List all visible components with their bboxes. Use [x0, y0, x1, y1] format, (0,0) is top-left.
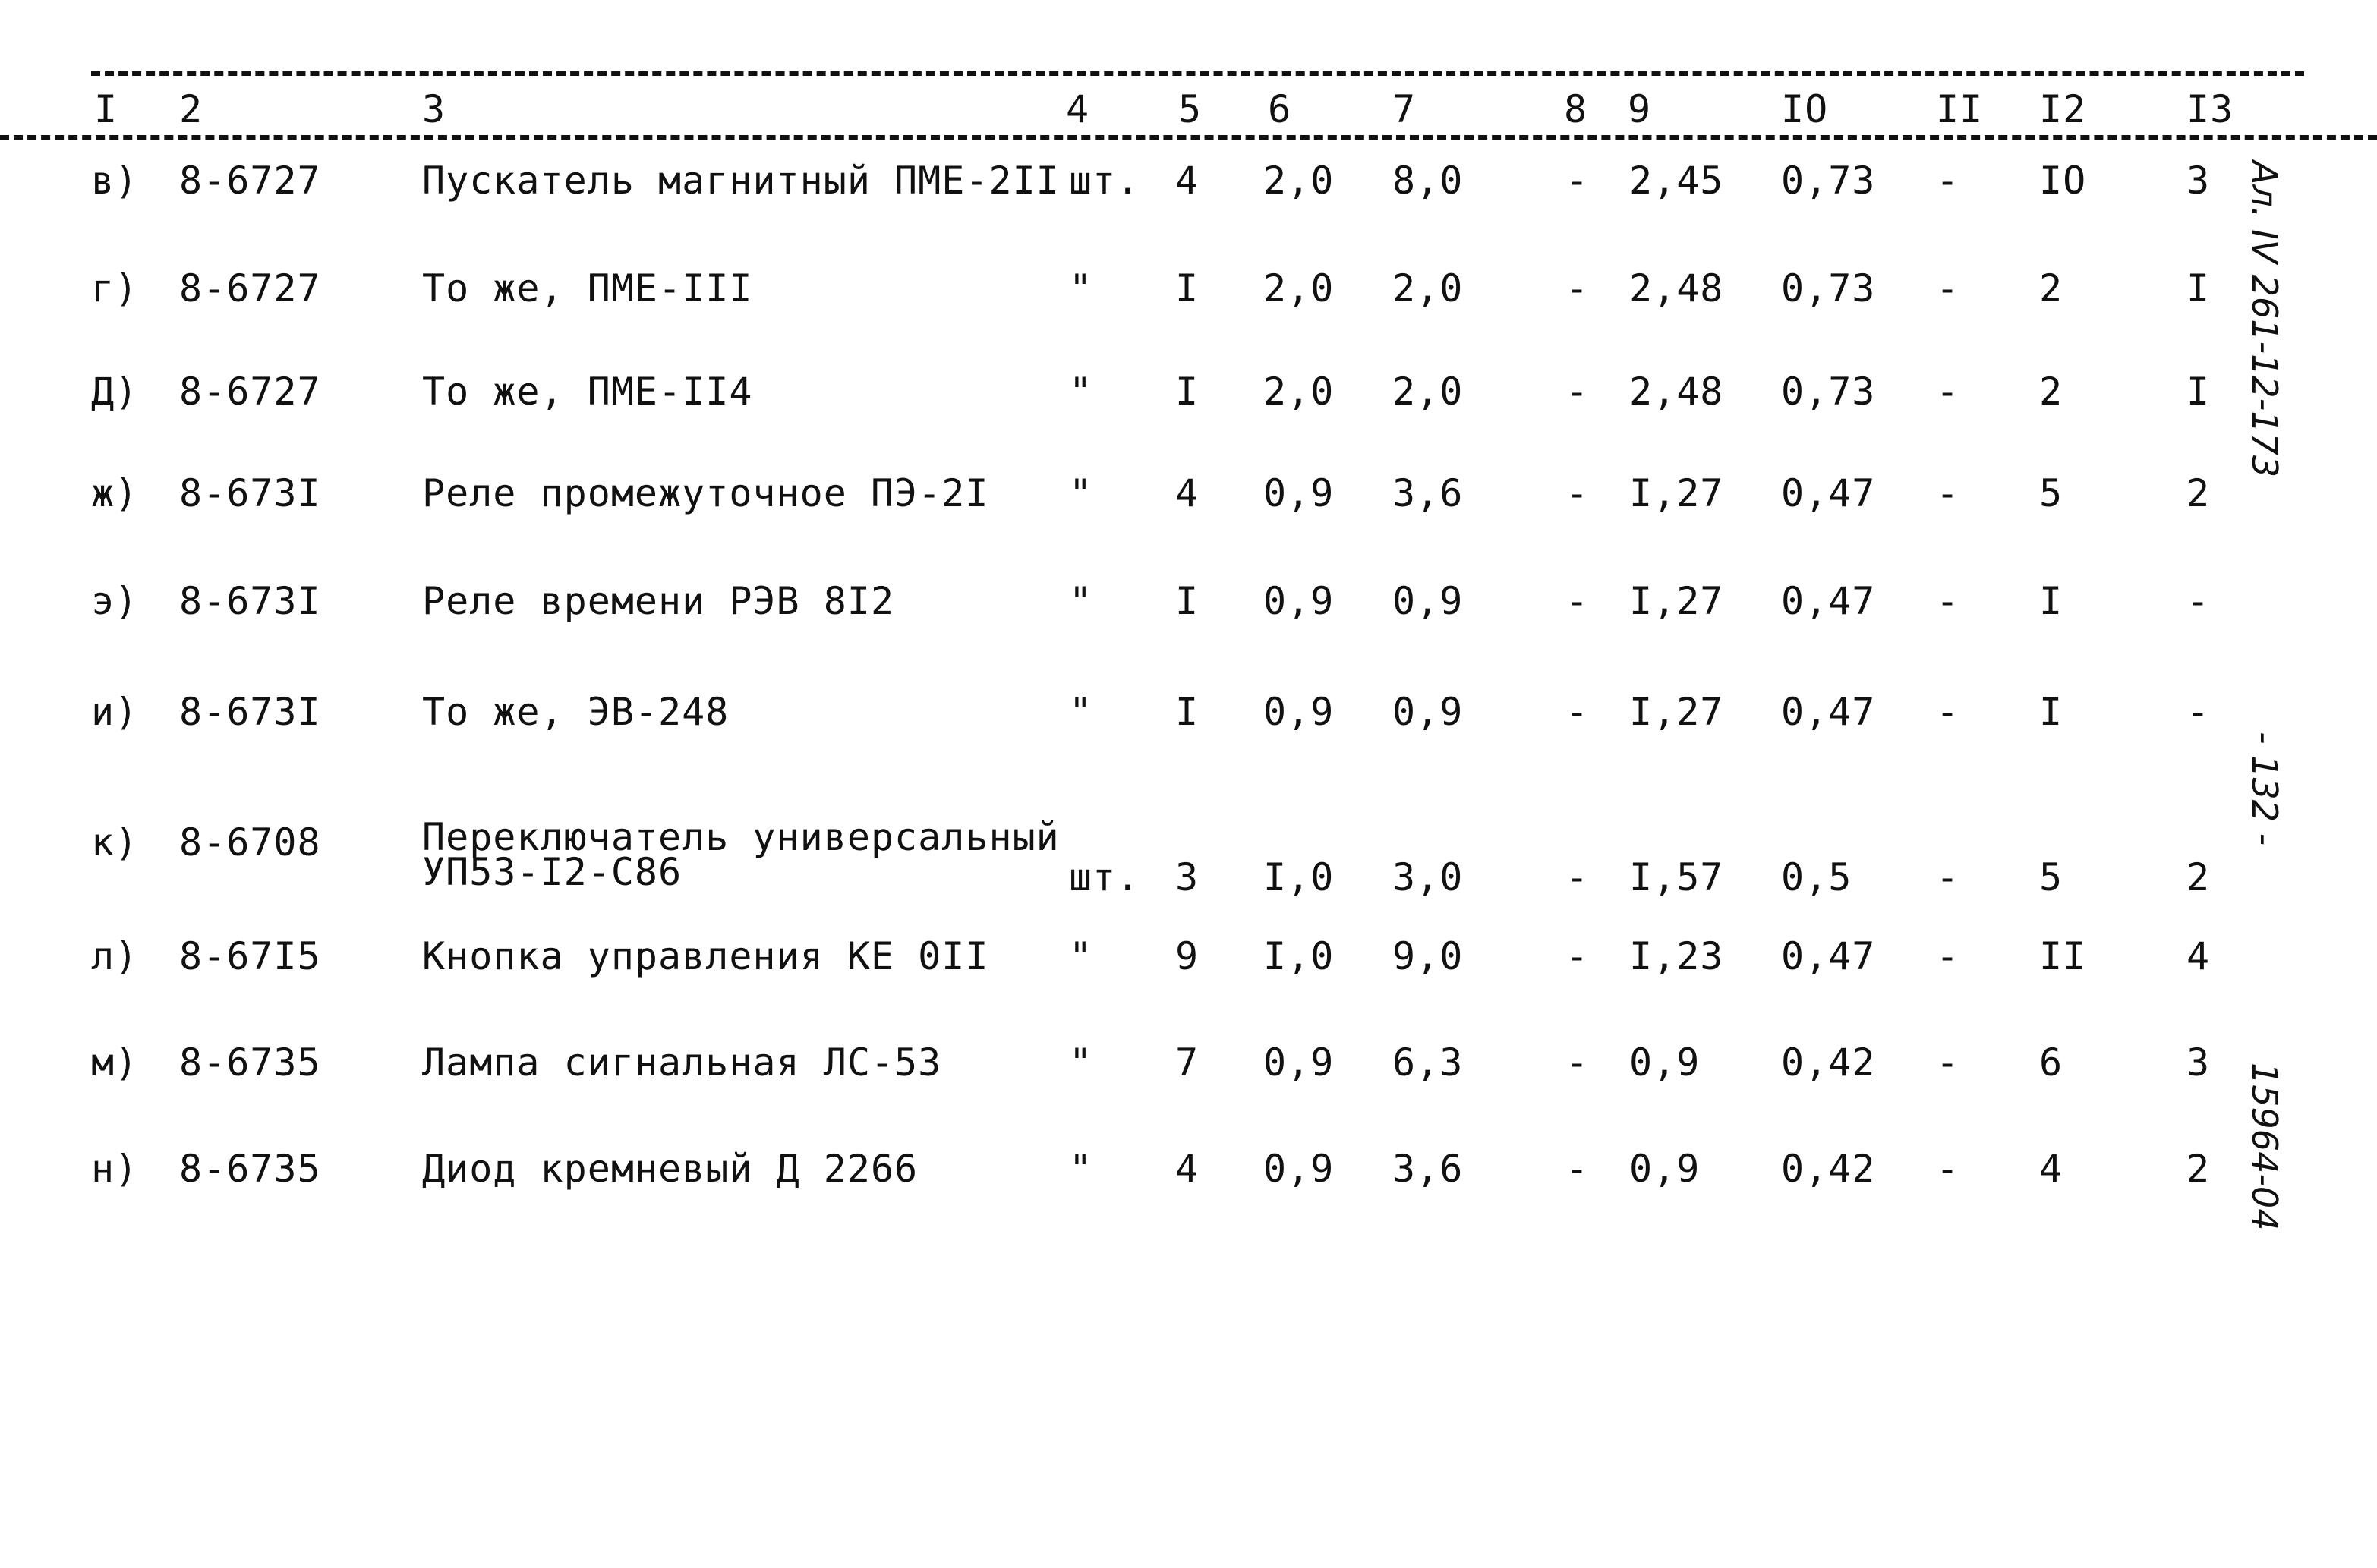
row-letter: э) [91, 579, 139, 623]
row-value-c12: I [2039, 579, 2063, 623]
row-value-c10: 0,73 [1781, 159, 1876, 203]
row-value-c7: 2,0 [1392, 266, 1464, 310]
row-name-line: Кнопка управления КЕ 0II [422, 934, 989, 978]
row-value-c7: 2,0 [1392, 370, 1464, 414]
row-value-c5: 4 [1175, 1147, 1200, 1191]
row-value-c12: 2 [2039, 370, 2063, 414]
row-value-c12: 2 [2039, 266, 2063, 310]
row-value-c9: 0,9 [1629, 1147, 1701, 1191]
row-unit: " [1069, 690, 1093, 734]
side-note-bottom: 15964-04 [2244, 1063, 2285, 1231]
row-value-c10: 0,47 [1781, 471, 1876, 515]
table-row [0, 1040, 2377, 1085]
header-col-7: 7 [1392, 87, 1417, 131]
row-value-c5: 7 [1175, 1041, 1200, 1085]
row-value-c13: - [2186, 579, 2211, 623]
row-unit: " [1069, 1147, 1093, 1191]
row-unit: шт. [1069, 855, 1140, 899]
header-col-1: I [94, 87, 118, 131]
row-value-c8: - [1565, 266, 1590, 310]
row-value-c6: 0,9 [1263, 471, 1335, 515]
row-unit: " [1069, 471, 1093, 515]
row-value-c9: I,27 [1629, 579, 1724, 623]
row-value-c5: 4 [1175, 471, 1200, 515]
row-value-c8: - [1565, 1147, 1590, 1191]
row-value-c12: 5 [2039, 471, 2063, 515]
row-value-c5: 4 [1175, 159, 1200, 203]
row-value-c9: I,27 [1629, 690, 1724, 734]
row-value-c6: 0,9 [1263, 690, 1335, 734]
header-col-10: IO [1781, 87, 1829, 131]
row-letter: к) [91, 820, 139, 864]
row-value-c12: 4 [2039, 1147, 2063, 1191]
table-row [0, 934, 2377, 979]
row-value-c11: - [1936, 690, 1960, 734]
row-value-c10: 0,42 [1781, 1147, 1876, 1191]
row-name-line: То же, ПМЕ-III [422, 266, 753, 310]
table-row [0, 1146, 2377, 1192]
row-name [422, 266, 752, 311]
table-row [0, 266, 2377, 311]
row-value-c11: - [1936, 1041, 1960, 1085]
row-value-c9: 0,9 [1629, 1041, 1701, 1085]
row-name-line: Лампа сигнальная ЛС-53 [422, 1041, 942, 1085]
row-value-c10: 0,47 [1781, 690, 1876, 734]
side-note-page-number: - 132 - [2244, 732, 2285, 846]
row-value-c6: 2,0 [1263, 370, 1335, 414]
row-value-c6: 2,0 [1263, 159, 1335, 203]
row-name-line: Пускатель магнитный ПМЕ-2II [422, 159, 1060, 203]
row-value-c5: I [1175, 266, 1200, 310]
row-value-c10: 0,42 [1781, 1041, 1876, 1085]
row-value-c6: 0,9 [1263, 1147, 1335, 1191]
row-value-c10: 0,73 [1781, 266, 1876, 310]
header-col-2: 2 [179, 87, 203, 131]
row-name-line: То же, ПМЕ-II4 [422, 370, 753, 414]
row-value-c7: 3,6 [1392, 471, 1464, 515]
row-value-c7: 3,6 [1392, 1147, 1464, 1191]
row-name [422, 934, 988, 979]
row-value-c12: 5 [2039, 855, 2063, 899]
header-col-3: 3 [422, 87, 446, 131]
row-letter: Д) [91, 370, 139, 414]
row-letter: м) [91, 1041, 139, 1085]
row-value-c13: 4 [2186, 934, 2211, 978]
row-value-c8: - [1565, 1041, 1590, 1085]
row-unit: " [1069, 370, 1093, 414]
row-unit: шт. [1069, 159, 1140, 203]
row-value-c12: 6 [2039, 1041, 2063, 1085]
row-value-c12: IO [2039, 159, 2087, 203]
row-value-c13: 2 [2186, 471, 2211, 515]
row-value-c6: I,0 [1263, 934, 1335, 978]
row-value-c11: - [1936, 934, 1960, 978]
row-value-c10: 0,47 [1781, 579, 1876, 623]
row-value-c9: 2,48 [1629, 266, 1724, 310]
row-code: 8-6735 [179, 1041, 321, 1085]
row-value-c7: 6,3 [1392, 1041, 1464, 1085]
row-name-line: Диод кремневый Д 2266 [422, 1147, 919, 1191]
row-value-c9: 2,45 [1629, 159, 1724, 203]
table-row [0, 369, 2377, 414]
row-letter: л) [91, 934, 139, 978]
row-name [422, 1040, 941, 1085]
row-value-c7: 9,0 [1392, 934, 1464, 978]
row-value-c8: - [1565, 690, 1590, 734]
row-letter: и) [91, 690, 139, 734]
row-value-c7: 0,9 [1392, 579, 1464, 623]
row-name [422, 369, 752, 414]
row-value-c11: - [1936, 266, 1960, 310]
row-value-c8: - [1565, 471, 1590, 515]
row-value-c8: - [1565, 934, 1590, 978]
row-value-c11: - [1936, 471, 1960, 515]
table-row [0, 689, 2377, 735]
row-value-c13: 3 [2186, 1041, 2211, 1085]
row-value-c11: - [1936, 159, 1960, 203]
row-name [422, 815, 1060, 894]
row-value-c12: II [2039, 934, 2087, 978]
header-col-12: I2 [2039, 87, 2087, 131]
row-value-c13: I [2186, 266, 2211, 310]
row-code: 8-6727 [179, 159, 321, 203]
row-value-c13: - [2186, 690, 2211, 734]
row-value-c13: I [2186, 370, 2211, 414]
row-value-c8: - [1565, 370, 1590, 414]
row-code: 8-673I [179, 579, 321, 623]
row-value-c7: 8,0 [1392, 159, 1464, 203]
row-unit: " [1069, 934, 1093, 978]
row-value-c9: I,23 [1629, 934, 1724, 978]
row-name-line: Переключатель универсальный [422, 815, 1060, 859]
table-row [0, 578, 2377, 624]
row-name [422, 578, 894, 624]
row-letter: в) [91, 159, 139, 203]
row-code: 8-6708 [179, 820, 321, 864]
row-name-line: УП53-I2-С86 [422, 850, 683, 894]
row-name [422, 1146, 918, 1192]
row-value-c11: - [1936, 1147, 1960, 1191]
row-name-line: Реле промежуточное ПЭ-2I [422, 471, 989, 515]
row-value-c10: 0,73 [1781, 370, 1876, 414]
header-col-6: 6 [1268, 87, 1292, 131]
row-value-c6: 0,9 [1263, 1041, 1335, 1085]
row-value-c8: - [1565, 159, 1590, 203]
table-row [0, 471, 2377, 516]
row-name [422, 471, 988, 516]
row-value-c6: 0,9 [1263, 579, 1335, 623]
side-note-top: Ал. IV 261-12-173 [2244, 161, 2285, 478]
row-value-c8: - [1565, 579, 1590, 623]
row-code: 8-6727 [179, 266, 321, 310]
row-value-c13: 2 [2186, 855, 2211, 899]
row-value-c7: 3,0 [1392, 855, 1464, 899]
row-unit: " [1069, 1041, 1093, 1085]
row-value-c5: 9 [1175, 934, 1200, 978]
row-letter: н) [91, 1147, 139, 1191]
row-name-line: Реле времени РЭВ 8I2 [422, 579, 895, 623]
row-name [422, 158, 1060, 203]
row-value-c11: - [1936, 855, 1960, 899]
row-value-c10: 0,47 [1781, 934, 1876, 978]
row-letter: г) [91, 266, 139, 310]
row-unit: " [1069, 579, 1093, 623]
row-value-c11: - [1936, 579, 1960, 623]
row-value-c8: - [1565, 855, 1590, 899]
column-number-header [0, 82, 2377, 140]
row-letter: ж) [91, 471, 139, 515]
row-value-c7: 0,9 [1392, 690, 1464, 734]
row-value-c13: 2 [2186, 1147, 2211, 1191]
top-dashed-rule [91, 71, 2304, 76]
header-col-8: 8 [1564, 87, 1588, 131]
header-col-9: 9 [1628, 87, 1652, 131]
header-col-4: 4 [1066, 87, 1090, 131]
header-col-5: 5 [1178, 87, 1203, 131]
row-value-c6: 2,0 [1263, 266, 1335, 310]
header-col-13: I3 [2186, 87, 2234, 131]
row-value-c9: I,27 [1629, 471, 1724, 515]
row-value-c5: I [1175, 690, 1200, 734]
header-col-11: II [1936, 87, 1984, 131]
row-code: 8-6735 [179, 1147, 321, 1191]
row-value-c9: 2,48 [1629, 370, 1724, 414]
table-row [0, 158, 2377, 203]
row-code: 8-67I5 [179, 934, 321, 978]
row-name [422, 689, 729, 735]
row-code: 8-6727 [179, 370, 321, 414]
row-value-c9: I,57 [1629, 855, 1724, 899]
row-value-c5: 3 [1175, 855, 1200, 899]
row-value-c12: I [2039, 690, 2063, 734]
row-code: 8-673I [179, 690, 321, 734]
row-value-c10: 0,5 [1781, 855, 1852, 899]
row-value-c6: I,0 [1263, 855, 1335, 899]
row-value-c13: 3 [2186, 159, 2211, 203]
row-value-c5: I [1175, 579, 1200, 623]
row-unit: " [1069, 266, 1093, 310]
row-name-line: То же, ЭВ-248 [422, 690, 730, 734]
row-value-c11: - [1936, 370, 1960, 414]
row-code: 8-673I [179, 471, 321, 515]
table-row [0, 815, 2377, 899]
row-value-c5: I [1175, 370, 1200, 414]
